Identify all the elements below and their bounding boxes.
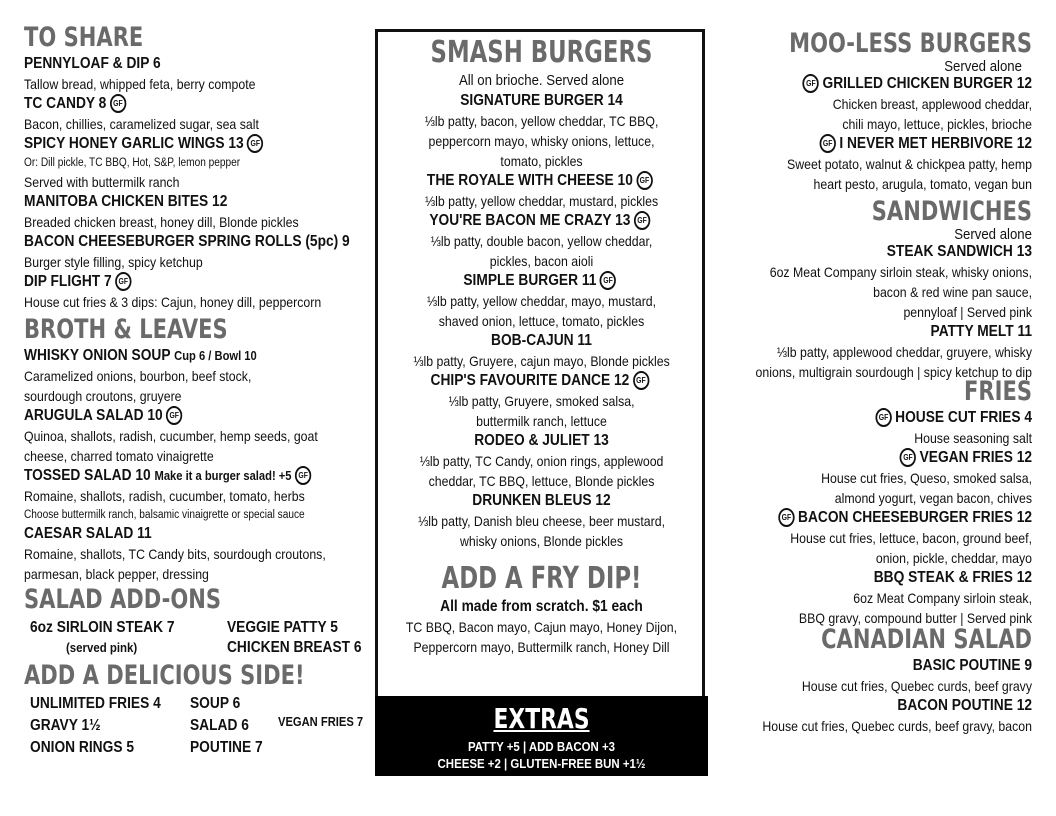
menu-item-title: STEAK SANDWICH 13 bbox=[886, 243, 1032, 260]
to-share-heading: TO SHARE bbox=[24, 22, 144, 53]
fries-heading: FRIES bbox=[964, 376, 1032, 407]
sides-heading: ADD A DELICIOUS SIDE! bbox=[24, 660, 305, 691]
addon-sirloin: 6oz SIRLOIN STEAK 7 bbox=[30, 619, 175, 636]
menu-item-desc: House cut fries, Quebec curds, beef gravy, bacon bbox=[762, 718, 1032, 734]
burger-desc: shaved onion, lettuce, tomato, pickles bbox=[438, 313, 645, 329]
menu-item-desc: bacon & red wine pan sauce, bbox=[873, 284, 1032, 300]
burger-title: SIGNATURE BURGER 14 bbox=[460, 92, 623, 109]
sides-grid bbox=[24, 692, 369, 762]
menu-item-desc: BBQ gravy, compound butter | Served pink bbox=[798, 610, 1032, 626]
menu-item-title: GF VEGAN FRIES 12 bbox=[757, 448, 1032, 468]
fry-dip-heading: ADD A FRY DIP! bbox=[441, 561, 642, 596]
burger-title: THE ROYALE WITH CHEESE 10 GF bbox=[398, 171, 684, 191]
salad-addons-grid bbox=[24, 616, 369, 660]
side-item: SALAD 6 bbox=[190, 717, 249, 734]
burger-desc: peppercorn mayo, whisky onions, lettuce, bbox=[428, 133, 655, 149]
side-item: UNLIMITED FRIES 4 bbox=[30, 695, 161, 712]
side-item: POUTINE 7 bbox=[190, 739, 263, 756]
addon-veggie: VEGGIE PATTY 5 bbox=[227, 619, 338, 636]
menu-item-desc: Chicken breast, applewood cheddar, bbox=[832, 96, 1032, 112]
burger-desc: pickles, bacon aioli bbox=[489, 253, 594, 269]
menu-item-desc: Caramelized onions, bourbon, beef stock, bbox=[24, 368, 252, 384]
sandwiches-sub: Served alone bbox=[954, 226, 1032, 243]
burger-desc: cheddar, TC BBQ, lettuce, Blonde pickles bbox=[428, 473, 655, 489]
gluten-free-icon: GF bbox=[247, 134, 263, 153]
menu-item-note: Choose buttermilk ranch, balsamic vinaigrette or special sauce bbox=[24, 509, 305, 521]
menu-item-desc: Quinoa, shallots, radish, cucumber, hemp seeds, goat bbox=[24, 428, 318, 444]
canadian-salad-heading: CANADIAN SALAD bbox=[821, 624, 1032, 655]
fry-dip-desc: Peppercorn mayo, Buttermilk ranch, Honey Dill bbox=[413, 639, 670, 655]
burger-salad-extra: Make it a burger salad! +5 bbox=[154, 468, 292, 483]
burger-desc: whisky onions, Blonde pickles bbox=[460, 533, 623, 549]
menu-item-desc: sourdough croutons, gruyere bbox=[24, 388, 182, 404]
menu-item-desc: onions, multigrain sourdough | spicy ketchup to dip bbox=[755, 364, 1032, 380]
gluten-free-icon: GF bbox=[115, 272, 131, 291]
menu-item-desc: House cut fries, Queso, smoked salsa, bbox=[821, 470, 1032, 486]
burger-desc: ⅓lb patty, yellow cheddar, mayo, mustard, bbox=[426, 293, 657, 309]
burger-title: DRUNKEN BLEUS 12 bbox=[472, 492, 611, 509]
gluten-free-icon: GF bbox=[803, 74, 819, 93]
menu-item-desc: Breaded chicken breast, honey dill, Blonde pickles bbox=[24, 214, 299, 230]
menu-item-title: CAESAR SALAD 11 bbox=[24, 525, 152, 542]
burger-desc: ⅓lb patty, double bacon, yellow cheddar, bbox=[430, 233, 653, 249]
menu-item-title: BACON CHEESEBURGER SPRING ROLLS (5pc) 9 bbox=[24, 233, 350, 250]
broth-leaves-heading: BROTH & LEAVES bbox=[24, 314, 228, 345]
menu-item-title: WHISKY ONION SOUP Cup 6 / Bowl 10 bbox=[24, 347, 257, 364]
burger-desc: ⅓lb patty, Gruyere, smoked salsa, bbox=[448, 393, 635, 409]
menu-item-title: BBQ STEAK & FRIES 12 bbox=[873, 569, 1032, 586]
extras-line: PATTY +5 | ADD BACON +3 bbox=[467, 739, 616, 754]
addon-chicken: CHICKEN BREAST 6 bbox=[227, 639, 362, 656]
right-column bbox=[712, 28, 1032, 736]
burger-desc: buttermilk ranch, lettuce bbox=[476, 413, 607, 429]
salad-addons-heading: SALAD ADD-ONS bbox=[24, 584, 222, 615]
menu-item-title: DIP FLIGHT 7 GF bbox=[24, 272, 321, 292]
menu-item-desc: ⅓lb patty, applewood cheddar, gruyere, whisky bbox=[776, 344, 1032, 360]
gluten-free-icon: GF bbox=[875, 408, 891, 427]
menu-item-desc: pennyloaf | Served pink bbox=[903, 304, 1032, 320]
menu-item-title: TC CANDY 8 GF bbox=[24, 94, 321, 114]
gluten-free-icon: GF bbox=[110, 94, 126, 113]
burger-desc: ⅓lb patty, bacon, yellow cheddar, TC BBQ, bbox=[424, 113, 659, 129]
gluten-free-icon: GF bbox=[820, 134, 836, 153]
side-item: GRAVY 1½ bbox=[30, 717, 101, 734]
burger-desc: ⅓lb patty, Gruyere, cajun mayo, Blonde pickles bbox=[413, 353, 670, 369]
menu-item-desc: House cut fries & 3 dips: Cajun, honey dill, peppercorn bbox=[24, 294, 322, 310]
menu-item-title: GF BACON CHEESEBURGER FRIES 12 bbox=[757, 508, 1032, 528]
menu-item-desc: chili mayo, lettuce, pickles, brioche bbox=[842, 116, 1032, 132]
burger-title: SIMPLE BURGER 11 GF bbox=[398, 271, 684, 291]
menu-item-desc: cheese, charred tomato vinaigrette bbox=[24, 448, 214, 464]
extras-box bbox=[375, 696, 708, 776]
menu-item-desc: Served with buttermilk ranch bbox=[24, 174, 180, 190]
menu-item-desc: Bacon, chillies, caramelized sugar, sea salt bbox=[24, 116, 259, 132]
menu-item-desc: 6oz Meat Company sirloin steak, whisky onions, bbox=[769, 264, 1032, 280]
menu-item-desc: Burger style filling, spicy ketchup bbox=[24, 254, 203, 270]
menu-item-title: BACON POUTINE 12 bbox=[897, 697, 1032, 714]
menu-item-desc: House cut fries, lettuce, bacon, ground beef, bbox=[790, 530, 1032, 546]
menu-item-title: ARUGULA SALAD 10 GF bbox=[24, 406, 321, 426]
gluten-free-icon: GF bbox=[166, 406, 182, 425]
menu-item-desc: Romaine, shallots, radish, cucumber, tomato, herbs bbox=[24, 488, 305, 504]
burger-title: BOB-CAJUN 11 bbox=[491, 332, 592, 349]
menu-item-desc: Tallow bread, whipped feta, berry compote bbox=[24, 76, 256, 92]
burger-desc: ⅓lb patty, Danish bleu cheese, beer mustard, bbox=[417, 513, 666, 529]
middle-column bbox=[375, 29, 708, 657]
fry-dip-sub: All made from scratch. $1 each bbox=[440, 598, 643, 615]
smash-burgers-heading: SMASH BURGERS bbox=[430, 35, 653, 70]
menu-item-desc: Romaine, shallots, TC Candy bits, sourdough croutons, bbox=[24, 546, 326, 562]
menu-item-title: TOSSED SALAD 10 Make it a burger salad! +5 GF bbox=[24, 466, 321, 486]
menu-item-desc: heart pesto, arugula, tomato, vegan bun bbox=[813, 176, 1032, 192]
menu-item-desc: House cut fries, Quebec curds, beef gravy bbox=[801, 678, 1032, 694]
burger-title: CHIP'S FAVOURITE DANCE 12 GF bbox=[398, 371, 684, 391]
burger-desc: ⅓lb patty, TC Candy, onion rings, applewood bbox=[419, 453, 664, 469]
burger-title: YOU'RE BACON ME CRAZY 13 GF bbox=[398, 211, 684, 231]
gluten-free-icon: GF bbox=[634, 211, 650, 230]
burger-title: RODEO & JULIET 13 bbox=[474, 432, 609, 449]
extras-line: CHEESE +2 | GLUTEN-FREE BUN +1½ bbox=[437, 756, 646, 771]
menu-item-title: GF GRILLED CHICKEN BURGER 12 bbox=[757, 74, 1032, 94]
gluten-free-icon: GF bbox=[778, 508, 794, 527]
gluten-free-icon: GF bbox=[600, 271, 616, 290]
menu-item-title: BASIC POUTINE 9 bbox=[912, 657, 1032, 674]
menu-item-title: PENNYLOAF & DIP 6 bbox=[24, 55, 161, 72]
burger-desc: tomato, pickles bbox=[500, 153, 583, 169]
burger-desc: ⅓lb patty, yellow cheddar, mustard, pickles bbox=[424, 193, 659, 209]
menu-item-title: GF HOUSE CUT FRIES 4 bbox=[757, 408, 1032, 428]
gluten-free-icon: GF bbox=[633, 371, 649, 390]
fry-dip-desc: TC BBQ, Bacon mayo, Cajun mayo, Honey Dijon, bbox=[405, 619, 678, 635]
menu-item-desc: onion, pickle, cheddar, mayo bbox=[875, 550, 1032, 566]
menu-item-title: GF I NEVER MET HERBIVORE 12 bbox=[757, 134, 1032, 154]
menu-item-title: PATTY MELT 11 bbox=[930, 323, 1032, 340]
mooless-sub: Served alone bbox=[944, 58, 1022, 75]
left-column bbox=[24, 22, 369, 762]
menu-item-title: SPICY HONEY GARLIC WINGS 13 GF bbox=[24, 134, 321, 154]
mooless-heading: MOO-LESS BURGERS bbox=[789, 28, 1032, 59]
soup-sizes: Cup 6 / Bowl 10 bbox=[174, 348, 257, 363]
menu-item-desc: House seasoning salt bbox=[914, 430, 1032, 446]
menu-item-desc: parmesan, black pepper, dressing bbox=[24, 566, 209, 582]
sandwiches-heading: SANDWICHES bbox=[871, 196, 1032, 227]
menu-item-note: Or: Dill pickle, TC BBQ, Hot, S&P, lemon pepper bbox=[24, 157, 241, 169]
menu-item-desc: almond yogurt, vegan bacon, chives bbox=[834, 490, 1032, 506]
menu-item-desc: Sweet potato, walnut & chickpea patty, hemp bbox=[787, 156, 1032, 172]
gluten-free-icon: GF bbox=[636, 171, 652, 190]
addon-sirloin-note: (served pink) bbox=[66, 640, 138, 655]
smash-burgers-sub: All on brioche. Served alone bbox=[458, 72, 625, 89]
gluten-free-icon: GF bbox=[900, 448, 916, 467]
side-item: ONION RINGS 5 bbox=[30, 739, 134, 756]
extras-heading: EXTRAS bbox=[493, 702, 590, 735]
side-item: SOUP 6 bbox=[190, 695, 241, 712]
gluten-free-icon: GF bbox=[295, 466, 311, 485]
menu-item-title: MANITOBA CHICKEN BITES 12 bbox=[24, 193, 228, 210]
side-item-vegan-fries: VEGAN FRIES 7 bbox=[278, 714, 364, 729]
menu-item-desc: 6oz Meat Company sirloin steak, bbox=[853, 590, 1032, 606]
